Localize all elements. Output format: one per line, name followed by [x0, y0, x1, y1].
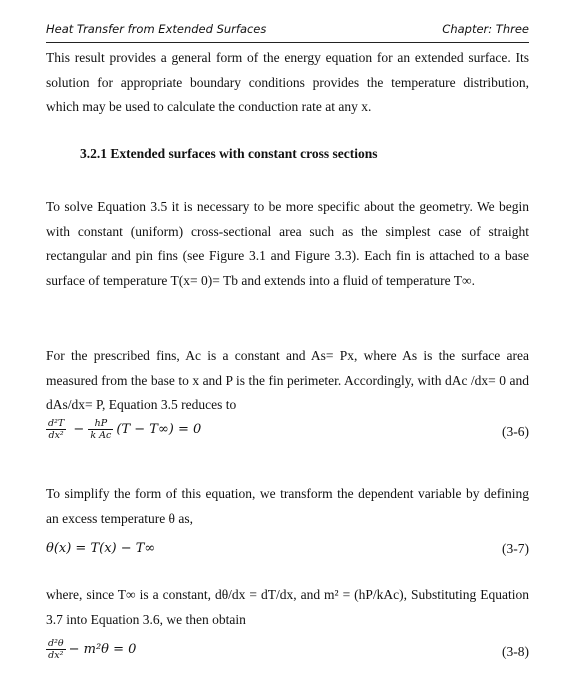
intro-paragraph: This result provides a general form of the energy equation for an extended surface. Its solution for appropriate boundary conditions provides the temperature distribution, which may be used to calculate the conduction rate at any x.	[46, 50, 529, 114]
equation-3-7: θ(x) = T(x) − T∞ (3-7)	[46, 541, 529, 556]
equation-number: (3-8)	[502, 644, 529, 659]
page-header	[46, 20, 529, 42]
section-heading: 3.2.1 Extended surfaces with constant cross sections	[80, 146, 378, 161]
paragraph-geometry: To solve Equation 3.5 it is necessary to be more specific about the geometry. We begin with constant (uniform) cross-sectional area such as the simplest case of straight rectangular and pin fins (see Figure 3.1 and Figure 3.3). Each fin is attached to a base surface of temperature T(x= 0)= Tb and extends into a fluid of temperature T∞.	[46, 199, 529, 288]
equation-number: (3-6)	[502, 424, 529, 439]
equation-3-8: $\frac{\text{d²θ}}{\text{dx²}}$ − m²θ = 0 (3-8)	[48, 638, 529, 661]
header-title: Heat Transfer from Extended Surfaces	[46, 22, 267, 36]
fraction-d2T-dx2: $\frac{\text{d²T}}{\text{dx²}}$	[48, 418, 65, 441]
equation-number: (3-7)	[502, 541, 529, 556]
paragraph-substitution: where, since T∞ is a constant, dθ/dx = dT/dx, and m² = (hP/kAc), Substituting Equation 3.7 into Equation 3.6, we then obtain	[46, 587, 529, 627]
paragraph-prescribed-fins: For the prescribed fins, Ac is a constant and As= Px, where As is the surface area measured from the base to x and P is the fin perimeter. Accordingly, with dAc /dx= 0 and dAs/dx= P, Equation 3.5 reduces to	[46, 348, 529, 412]
fraction-d2theta-dx2: $\frac{\text{d²θ}}{\text{dx²}}$	[48, 638, 64, 661]
fraction-hP-kAc: $\frac{hP}{\text{k Ac}}$	[90, 418, 112, 441]
equation-3-6: $\frac{\text{d²T}}{\text{dx²}}$ − $\frac{hP}{\text{k Ac}}$ (T − T∞) = 0 (3-6)	[48, 418, 529, 441]
paragraph-excess-temperature: To simplify the form of this equation, we transform the dependent variable by defining an excess temperature θ as,	[46, 486, 529, 526]
header-rule	[46, 42, 529, 43]
header-chapter: Chapter: Three	[442, 22, 529, 36]
